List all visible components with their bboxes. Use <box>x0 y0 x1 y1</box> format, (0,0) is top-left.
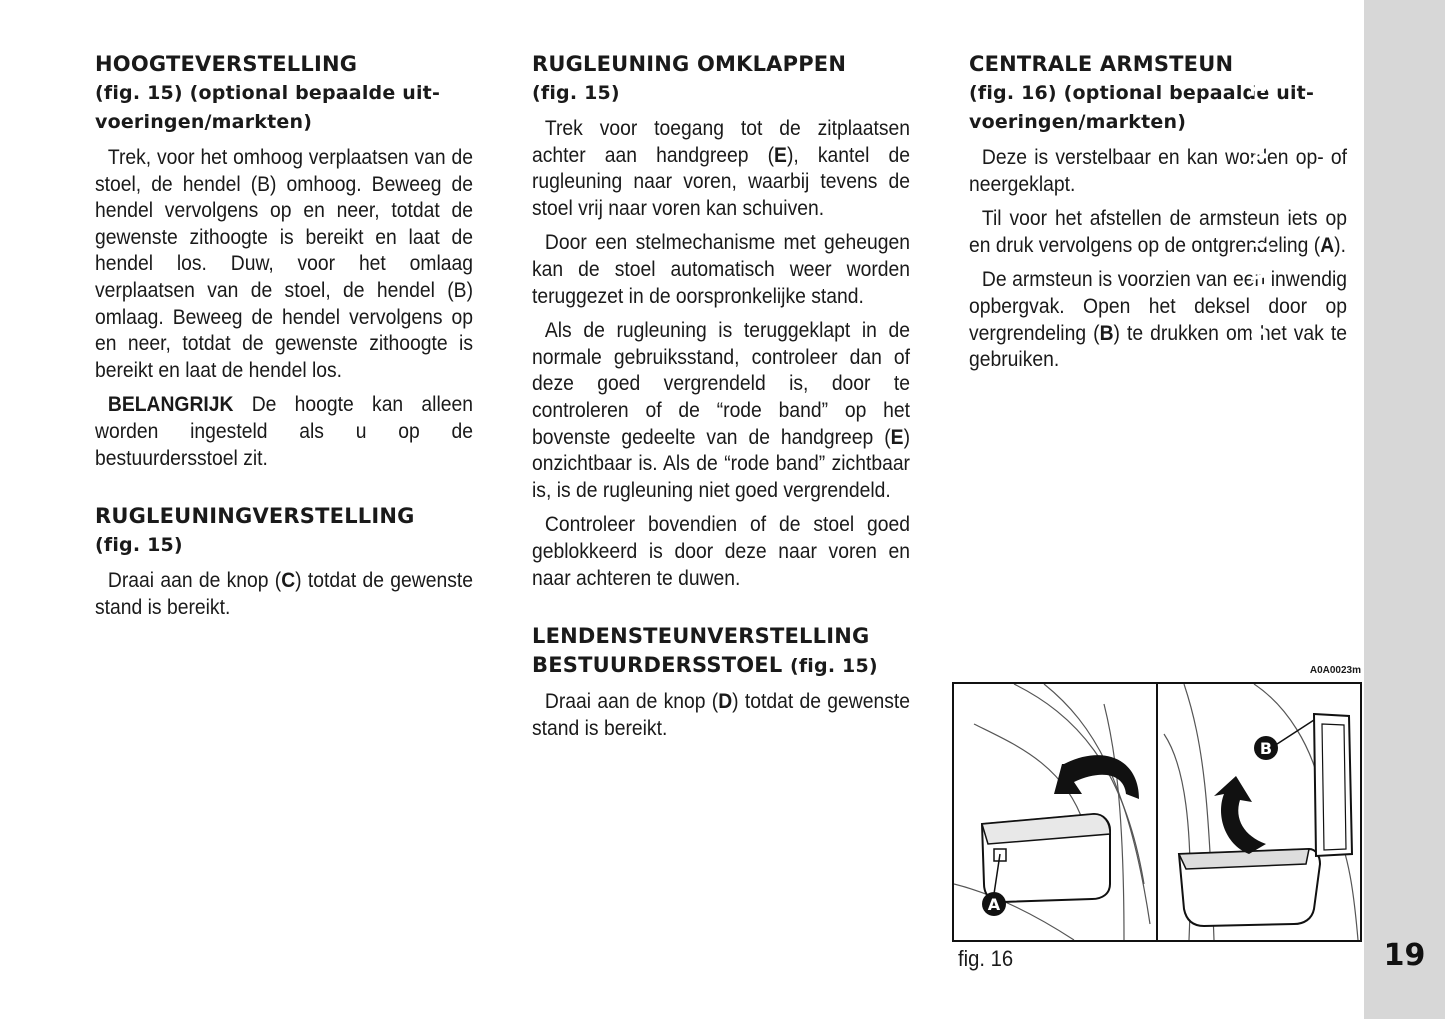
figure-code: A0A0023m <box>1309 665 1361 676</box>
armrest-illustration <box>954 684 1360 940</box>
paragraph-omklappen-2: Door een stelmechanisme met geheugen kan de stoel automatisch weer worden teruggezet in de oorspronkelijke stand. <box>532 231 911 308</box>
paragraph-armsteun-2: Til voor het afstellen de armsteun iets op en druk vervolgens op de ontgrendeling (A). <box>969 207 1348 257</box>
heading-lendensteunverstelling: LENDENSTEUNVERSTELLING BESTUURDERSSTOEL (fig. 15) <box>532 624 878 678</box>
sidebar-tab <box>1364 0 1445 1019</box>
heading-centrale-armsteun: CENTRALE ARMSTEUN (fig. 16) (optional bepaalde uit- voeringen/markten) <box>969 52 1315 133</box>
column-left <box>95 50 473 621</box>
paragraph-hoogte-1: Trek, voor het omhoog verplaatsen van de stoel, de hendel (B) omhoog. Beweeg de hendel vervolgens op en neer, totdat de gewenste zithoogte is bereikt en laat de hendel los. Duw, voor het omlaag verplaatsen van de stoel, de hendel (B) omlaag. Beweeg de hendel vervolgens op en neer, totdat de gewenste zithoogte is bereikt en laat de hendel los. <box>95 146 474 382</box>
label-a: A <box>987 895 1001 914</box>
paragraph-armsteun-1: Deze is verstelbaar en kan worden op- of neergeklapt. <box>969 146 1348 196</box>
page-number: 19 <box>1383 938 1426 973</box>
paragraph-lendensteun: Draai aan de knop (D) totdat de gewenste stand is bereikt. <box>532 690 911 740</box>
heading-hoogteverstelling: HOOGTEVERSTELLING (fig. 15) (optional bepaalde uit- voeringen/markten) <box>95 52 441 133</box>
column-middle <box>532 50 910 742</box>
paragraph-rugleuning: Draai aan de knop (C) totdat de gewenste stand is bereikt. <box>95 569 474 619</box>
lift-arrow-icon <box>1214 776 1266 854</box>
label-b: B <box>1259 739 1273 758</box>
figure-caption: fig. 16 <box>958 946 1014 971</box>
heading-rugleuning-omklappen: RUGLEUNING OMKLAPPEN (fig. 15) <box>532 52 847 104</box>
sidebar-title: WEGWIJS IN UW AUTO <box>1247 62 1271 338</box>
paragraph-omklappen-4: Controleer bovendien of de stoel goed geblokkeerd is door deze naar voren en naar achteren te duwen. <box>532 513 911 590</box>
heading-rugleuningverstelling: RUGLEUNINGVERSTELLING (fig. 15) <box>95 504 415 557</box>
paragraph-omklappen-1: Trek voor toegang tot de zitplaatsen achter aan handgreep (E), kantel de rugleuning naar voren, waarbij tevens de stoel vrij naar voren kan schuiven. <box>532 117 911 220</box>
paragraph-omklappen-3: Als de rugleuning is teruggeklapt in de normale gebruiksstand, controleer dan of deze goed vergrendeld is, door te controleren of de “rode band” op het bovenste gedeelte van de handgreep (E) onzichtbaar is. Als de “rode band” zichtbaar is, is de rugleuning niet goed vergrendeld. <box>532 319 911 502</box>
rotate-arrow-icon <box>1054 755 1139 799</box>
armrest-closed <box>982 814 1110 902</box>
paragraph-belangrijk: BELANGRIJK De hoogte kan alleen worden ingesteld als u op de bestuurdersstoel zit. <box>95 393 474 470</box>
figure-armrest <box>952 682 1362 942</box>
paragraph-armsteun-3: De armsteun is voorzien van een inwendig opbergvak. Open het deksel door op vergrendeling (B) te drukken om het vak te gebruiken. <box>969 268 1348 372</box>
column-right <box>969 50 1347 374</box>
